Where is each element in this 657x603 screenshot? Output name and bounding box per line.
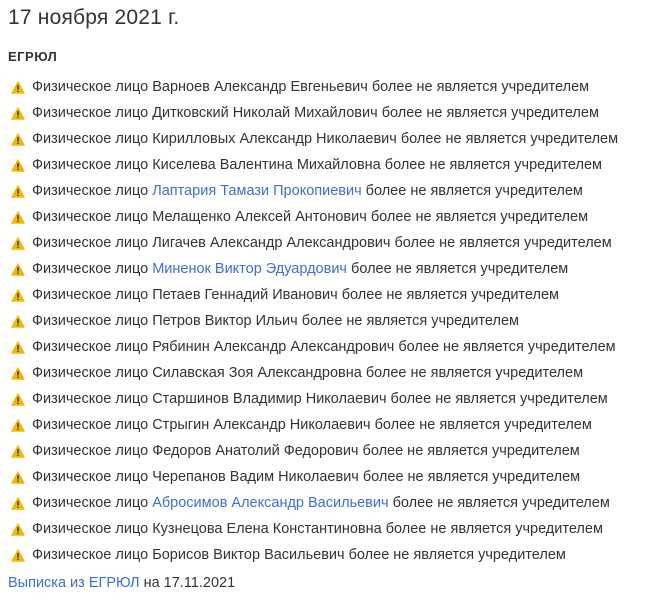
- person-name-link[interactable]: Миненок Виктор Эдуардович: [152, 261, 347, 277]
- event-suffix: более не является учредителем: [370, 209, 589, 225]
- event-item: [0, 360, 657, 386]
- warning-triangle-icon: [11, 315, 25, 328]
- event-prefix: Физическое лицо: [32, 469, 149, 485]
- event-text: [32, 79, 589, 95]
- event-text: [32, 313, 519, 329]
- warning-triangle-icon: [11, 81, 25, 94]
- person-name: Федоров Анатолий Федорович: [152, 443, 359, 459]
- warning-triangle-icon: [11, 523, 25, 536]
- warning-triangle-icon: [11, 107, 25, 120]
- event-text: [32, 339, 616, 355]
- warning-triangle-icon: [11, 445, 25, 458]
- event-prefix: Физическое лицо: [32, 313, 149, 329]
- event-item: [0, 334, 657, 360]
- event-prefix: Физическое лицо: [32, 235, 149, 251]
- event-item: [0, 74, 657, 100]
- person-name: Черепанов Вадим Николаевич: [152, 469, 359, 485]
- event-text: [32, 391, 608, 407]
- event-text: [32, 547, 566, 563]
- event-prefix: Физическое лицо: [32, 131, 149, 147]
- person-name: Мелащенко Алексей Антонович: [152, 209, 367, 225]
- warning-triangle-icon: [11, 497, 25, 510]
- event-suffix: более не является учредителем: [400, 131, 619, 147]
- event-suffix: более не является учредителем: [341, 287, 559, 303]
- person-name: Варноев Александр Евгеньевич: [152, 79, 368, 95]
- event-text: [32, 365, 583, 381]
- event-prefix: Физическое лицо: [32, 443, 149, 459]
- event-text: [32, 287, 559, 303]
- event-text: [32, 209, 588, 225]
- event-suffix: более не является учредителем: [394, 235, 612, 251]
- warning-triangle-icon: [11, 419, 25, 432]
- event-item: [0, 230, 657, 256]
- event-item: [0, 308, 657, 334]
- event-prefix: Физическое лицо: [32, 209, 149, 225]
- date-heading: 17 ноября 2021 г.: [8, 6, 180, 29]
- warning-triangle-icon: [11, 133, 25, 146]
- event-suffix: более не является учредителем: [384, 157, 603, 173]
- event-item: [0, 126, 657, 152]
- warning-triangle-icon: [11, 263, 25, 276]
- warning-triangle-icon: [11, 289, 25, 302]
- section-heading: ЕГРЮЛ: [8, 49, 58, 64]
- event-text: [32, 469, 580, 485]
- event-text: [32, 261, 568, 277]
- event-text: [32, 235, 612, 251]
- event-suffix: более не является учредителем: [398, 339, 616, 355]
- event-item: [0, 282, 657, 308]
- event-suffix: более не является учредителем: [365, 365, 584, 381]
- warning-triangle-icon: [11, 159, 25, 172]
- footer: [8, 575, 235, 591]
- event-text: [32, 105, 599, 121]
- event-suffix: более не является учредителем: [362, 469, 581, 485]
- event-item: [0, 516, 657, 542]
- event-item: [0, 464, 657, 490]
- person-name: Лигачев Александр Александрович: [152, 235, 391, 251]
- egrul-extract-link[interactable]: Выписка из ЕГРЮЛ: [8, 575, 140, 591]
- event-suffix: более не является учредителем: [390, 391, 608, 407]
- person-name: Стрыгин Александр Николаевич: [152, 417, 371, 433]
- event-item: [0, 256, 657, 282]
- event-prefix: Физическое лицо: [32, 495, 149, 511]
- person-name: Дитковский Николай Михайлович: [152, 105, 378, 121]
- event-suffix: более не является учредителем: [381, 105, 599, 121]
- event-item: [0, 100, 657, 126]
- event-suffix: более не является учредителем: [374, 417, 592, 433]
- warning-triangle-icon: [11, 237, 25, 250]
- event-prefix: Физическое лицо: [32, 157, 149, 173]
- footer-date-text: на 17.11.2021: [143, 575, 236, 591]
- person-name: Киселева Валентина Михайловна: [152, 157, 381, 173]
- person-name: Петаев Геннадий Иванович: [152, 287, 338, 303]
- person-name: Борисов Виктор Васильевич: [152, 547, 345, 563]
- event-item: [0, 152, 657, 178]
- event-prefix: Физическое лицо: [32, 287, 149, 303]
- warning-triangle-icon: [11, 549, 25, 562]
- event-item: [0, 386, 657, 412]
- event-text: [32, 183, 583, 199]
- event-text: [32, 157, 602, 173]
- event-prefix: Физическое лицо: [32, 417, 149, 433]
- event-item: [0, 542, 657, 568]
- person-name-link[interactable]: Абросимов Александр Васильевич: [152, 495, 389, 511]
- event-item: [0, 204, 657, 230]
- event-suffix: более не является учредителем: [365, 183, 583, 199]
- event-suffix: более не является учредителем: [351, 261, 569, 277]
- event-prefix: Физическое лицо: [32, 261, 149, 277]
- person-name: Кирилловых Александр Николаевич: [152, 131, 397, 147]
- person-name: Кузнецова Елена Константиновна: [152, 521, 382, 537]
- person-name-link[interactable]: Лаптария Тамази Прокопиевич: [152, 183, 362, 199]
- events-list: [0, 74, 657, 568]
- event-suffix: более не является учредителем: [301, 313, 519, 329]
- warning-triangle-icon: [11, 393, 25, 406]
- event-prefix: Физическое лицо: [32, 521, 149, 537]
- event-item: [0, 490, 657, 516]
- event-text: [32, 443, 580, 459]
- event-text: [32, 131, 618, 147]
- event-suffix: более не является учредителем: [385, 521, 603, 537]
- event-text: [32, 417, 592, 433]
- event-text: [32, 521, 603, 537]
- event-prefix: Физическое лицо: [32, 547, 149, 563]
- warning-triangle-icon: [11, 367, 25, 380]
- event-text: [32, 495, 610, 511]
- warning-triangle-icon: [11, 341, 25, 354]
- event-suffix: более не является учредителем: [371, 79, 590, 95]
- event-item: [0, 178, 657, 204]
- warning-triangle-icon: [11, 471, 25, 484]
- person-name: Рябинин Александр Александрович: [152, 339, 395, 355]
- warning-triangle-icon: [11, 211, 25, 224]
- event-prefix: Физическое лицо: [32, 105, 149, 121]
- event-suffix: более не является учредителем: [348, 547, 566, 563]
- event-prefix: Физическое лицо: [32, 391, 149, 407]
- person-name: Петров Виктор Ильич: [152, 313, 298, 329]
- event-suffix: более не является учредителем: [362, 443, 580, 459]
- person-name: Силавская Зоя Александровна: [152, 365, 362, 381]
- event-item: [0, 438, 657, 464]
- warning-triangle-icon: [11, 185, 25, 198]
- event-prefix: Физическое лицо: [32, 183, 149, 199]
- event-item: [0, 412, 657, 438]
- person-name: Старшинов Владимир Николаевич: [152, 391, 387, 407]
- event-prefix: Физическое лицо: [32, 339, 149, 355]
- event-prefix: Физическое лицо: [32, 365, 149, 381]
- event-suffix: более не является учредителем: [392, 495, 610, 511]
- event-prefix: Физическое лицо: [32, 79, 149, 95]
